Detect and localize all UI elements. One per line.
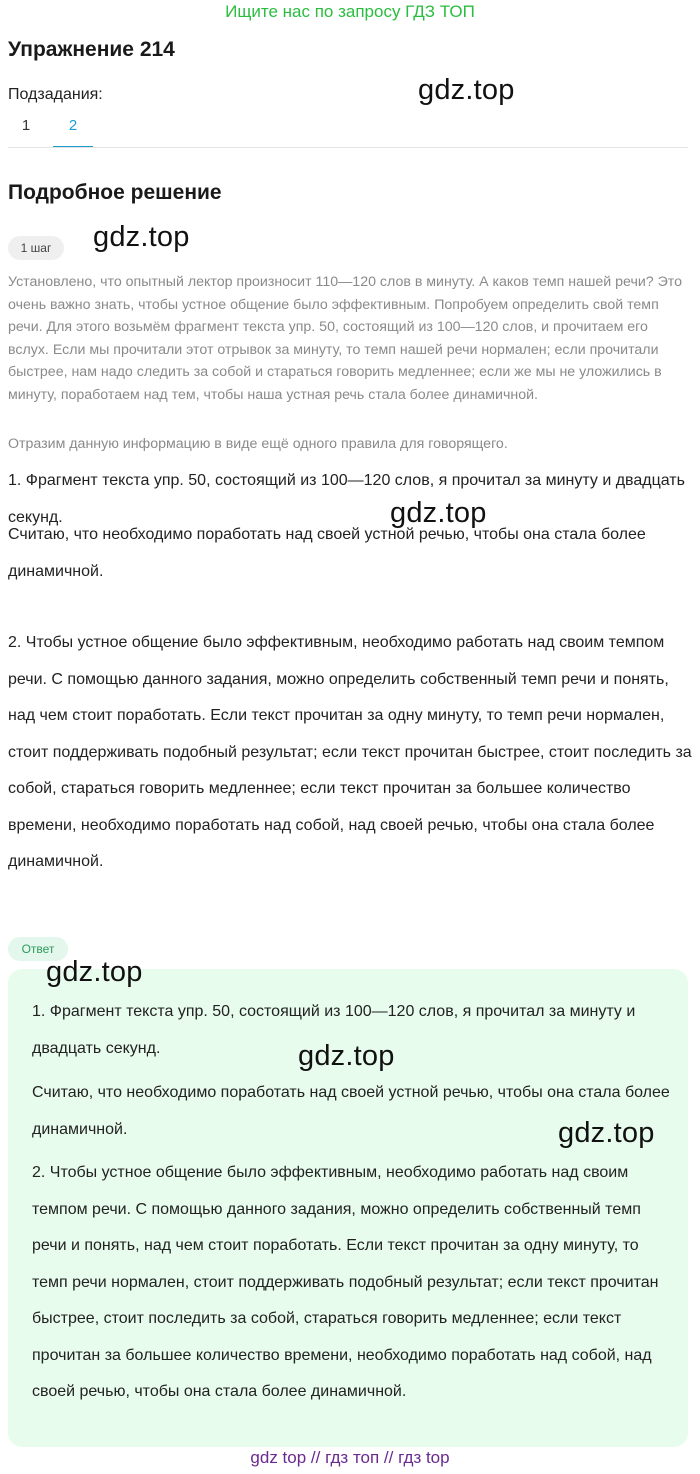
tab-subtask-2[interactable]: 2: [53, 110, 93, 148]
solution-title: Подробное решение: [8, 181, 222, 204]
subtasks-label: Подзадания:: [8, 86, 103, 103]
tab-subtask-1[interactable]: 1: [21, 117, 31, 134]
solution-paragraph: 1. Фрагмент текста упр. 50, состоящий из 100—120 слов, я прочитал за минуту и двадцать секунд.: [8, 472, 685, 526]
step-badge: 1 шаг: [8, 236, 64, 260]
answer-paragraph: 1. Фрагмент текста упр. 50, состоящий из 100—120 слов, я прочитал за минуту и двадцать секунд.: [32, 1003, 636, 1057]
search-banner: Ищите нас по запросу ГДЗ ТОП: [225, 2, 475, 21]
watermark: gdz.top: [93, 221, 190, 253]
answer-paragraph: 2. Чтобы устное общение было эффективным, необходимо работать над своим темпом речи. С помощью данного задания, можно определить собственный темп речи и понять, над чем стоит поработать. Если текст прочитан за одну минуту, то темп речи нормален, стоит поддерживать подобный результат; если текст прочитан быстрее, стоит последить за собой, стараться говорить медленнее; если текст прочитан за большее количество времени, необходимо поработать над собой, над своей речью, чтобы она стала более динамичной.: [32, 1164, 659, 1400]
watermark: gdz.top: [418, 74, 515, 106]
answer-badge: Ответ: [8, 937, 68, 961]
tabs-divider: [8, 147, 688, 148]
watermark: gdz.top: [298, 1040, 395, 1072]
footer-links[interactable]: gdz top // гдз топ // гдз top: [250, 1448, 450, 1467]
watermark: gdz.top: [390, 497, 487, 529]
page-title: Упражнение 214: [8, 38, 175, 61]
answer-paragraph: Считаю, что необходимо поработать над своей устной речью, чтобы она стала более динамичной.: [32, 1084, 670, 1138]
task-text: Установлено, что опытный лектор произносит 110—120 слов в минуту. А каков темп нашей речи? Это очень важно знать, чтобы устное общение было эффективным. Попробуем определить свой темп речи. Для этого возьмём фрагмент текста упр. 50, состоящий из 100—120 слов, и прочитаем его вслух. Если мы прочитали этот отрывок за минуту, то темп нашей речи нормален; если прочитали быстрее, нам надо следить за собой и стараться говорить медленнее; если же мы не уложились в минуту, поработаем над тем, чтобы наша устная речь стала более динамичной.: [8, 274, 683, 403]
watermark: gdz.top: [558, 1117, 655, 1149]
watermark: gdz.top: [46, 956, 143, 988]
solution-paragraph: 2. Чтобы устное общение было эффективным, необходимо работать над своим темпом речи. С помощью данного задания, можно определить собственный темп речи и понять, над чем стоит поработать. Если текст прочитан за одну минуту, то темп речи нормален, стоит поддерживать подобный результат; если текст прочитан быстрее, стоит последить за собой, стараться говорить медленнее; если текст прочитан за большее количество времени, необходимо поработать над собой, над своей речью, чтобы она стала более динамичной.: [8, 634, 692, 870]
task-note: Отразим данную информацию в виде ещё одного правила для говорящего.: [8, 436, 508, 452]
solution-paragraph: Считаю, что необходимо поработать над своей устной речью, чтобы она стала более динамичной.: [8, 526, 646, 580]
